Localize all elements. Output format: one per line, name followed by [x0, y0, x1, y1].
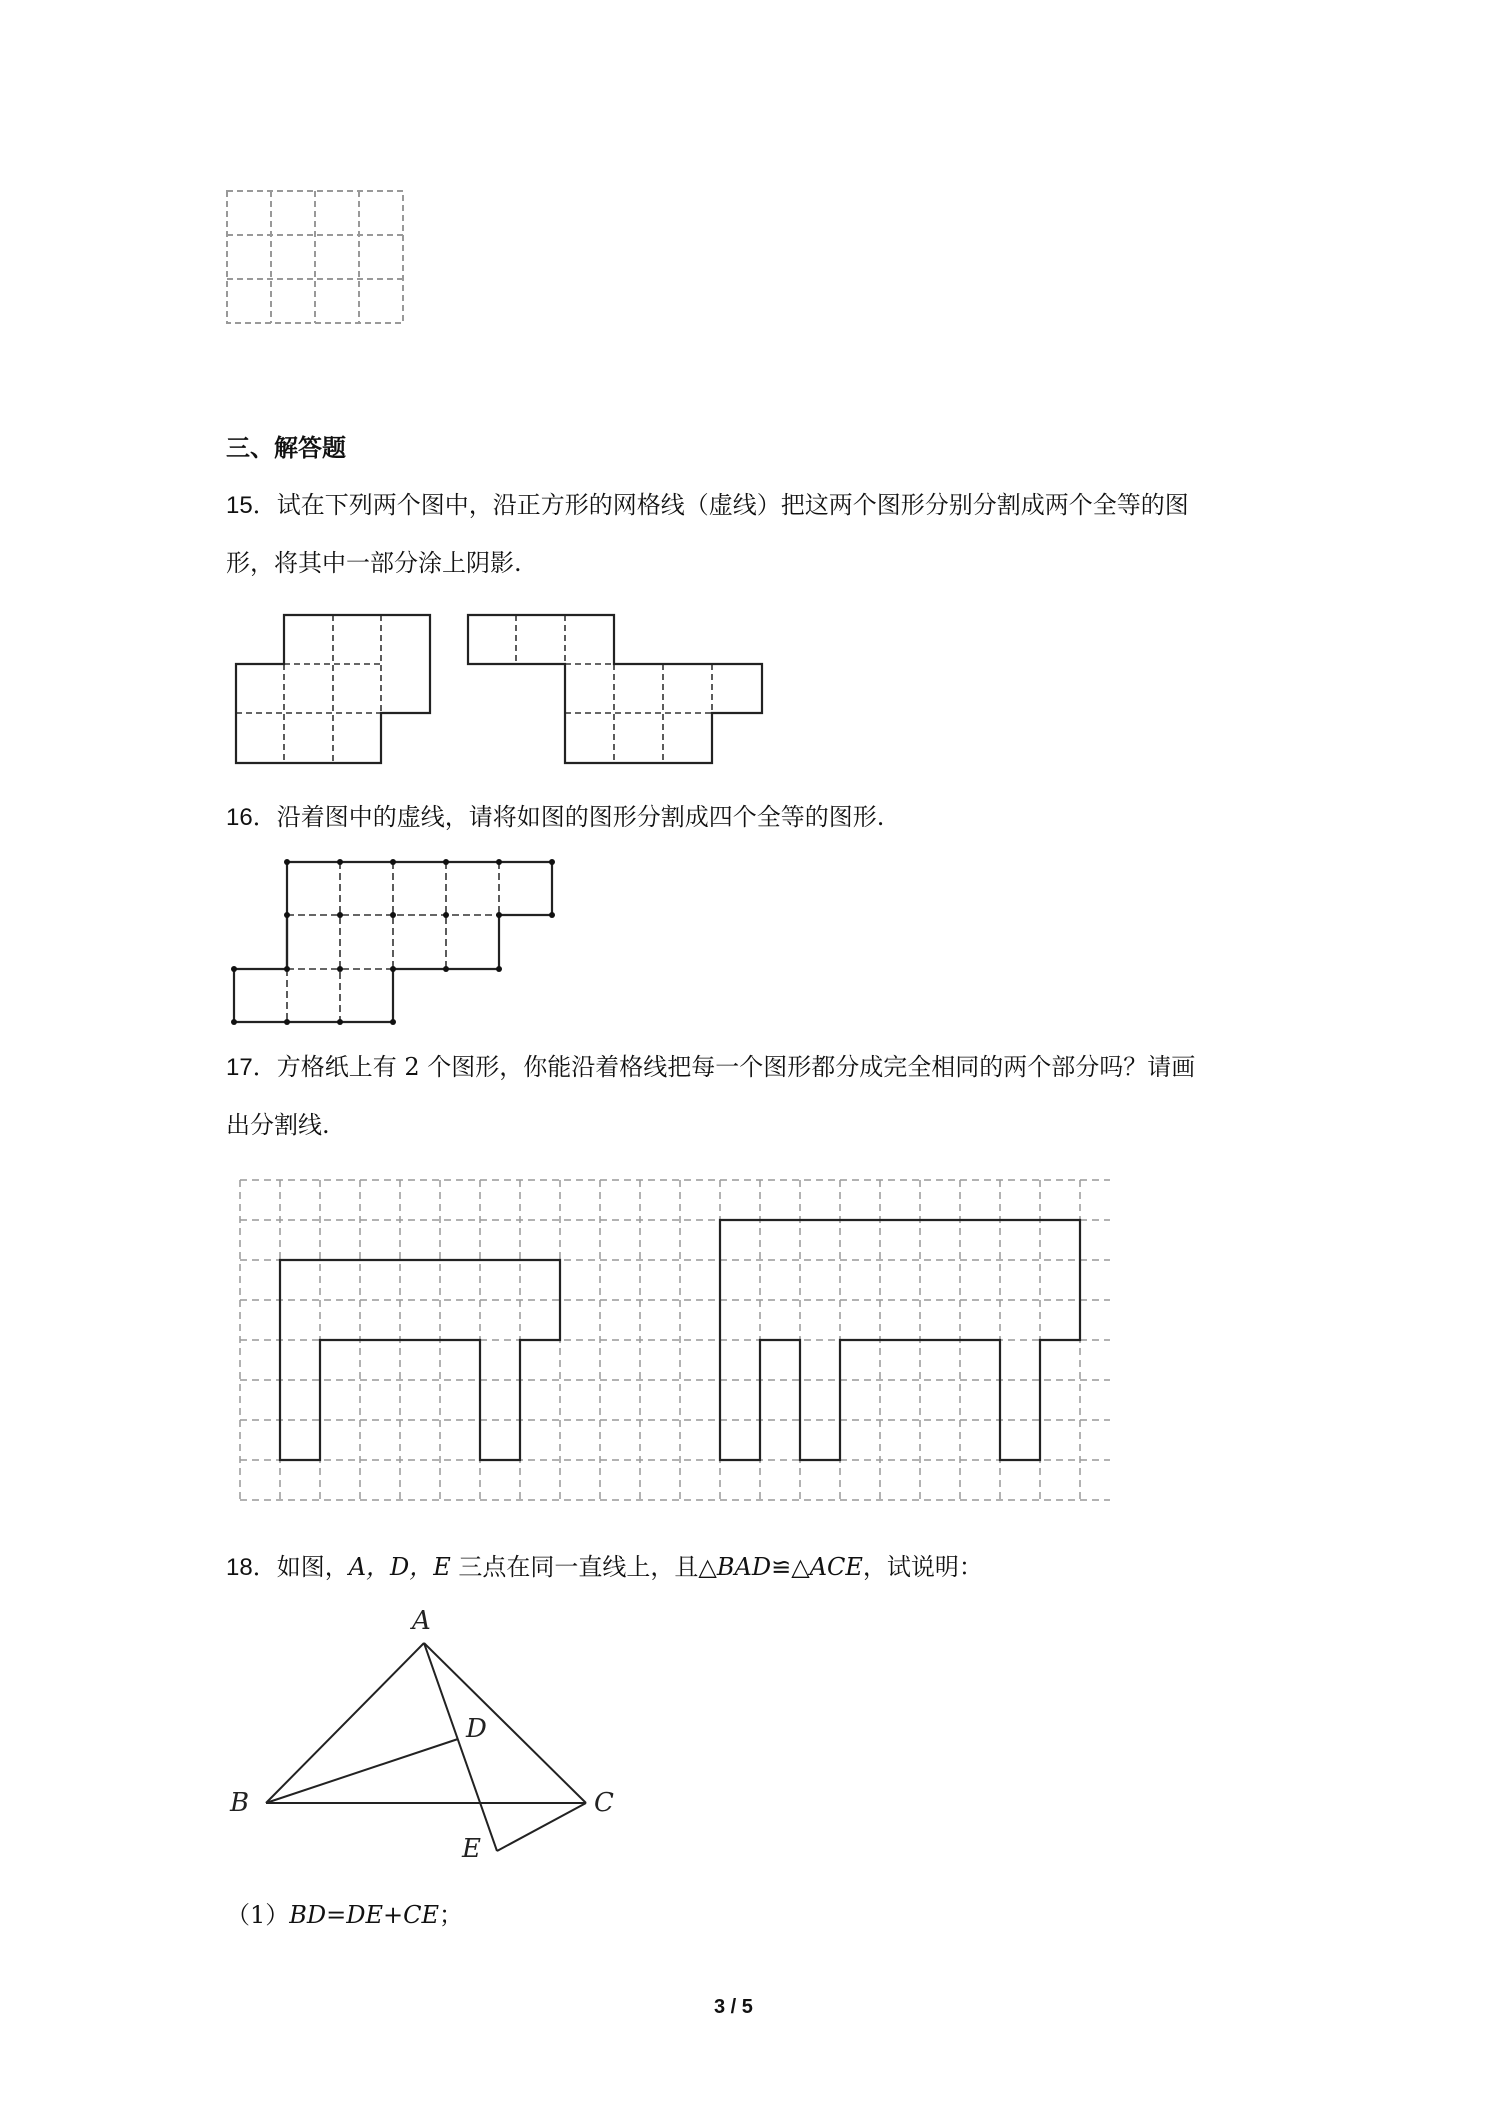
q17-text-line1: 方格纸上有 2 个图形，你能沿着格线把每一个图形都分成完全相同的两个部分吗？请画 — [276, 1053, 1196, 1081]
q16-figure — [234, 862, 564, 1032]
q15-line2: 形，将其中一部分涂上阴影. — [226, 549, 522, 577]
q18-text-a: 如图， — [276, 1553, 349, 1581]
label-E: E — [462, 1834, 481, 1864]
q18-text-points: A，D，E — [348, 1553, 451, 1581]
q15-number: 15． — [226, 492, 277, 519]
q18-sub1-number: （1） — [226, 1901, 290, 1929]
q18-sub1-expression: BD=DE+CE — [289, 1901, 440, 1929]
q15-figure-right — [468, 615, 768, 765]
q18-sub1 — [226, 1898, 463, 1932]
label-B: B — [230, 1788, 250, 1818]
q15-right-outline — [468, 615, 762, 763]
q15-text-line1: 试在下列两个图中，沿正方形的网格线（虚线）把这两个图形分别分割成两个全等的图 — [276, 491, 1189, 519]
page-number: 3 / 5 — [714, 1996, 753, 2018]
q18-triangle-bad: BAD — [716, 1553, 772, 1581]
q18-text-c: ≌△ — [771, 1553, 810, 1581]
q17-line2: 出分割线. — [226, 1111, 330, 1139]
label-D: D — [466, 1714, 487, 1744]
q17-line1 — [226, 1050, 1195, 1085]
top-dashed-grid — [226, 190, 406, 325]
q16-number: 16． — [226, 804, 277, 831]
label-C: C — [594, 1788, 614, 1818]
q16-line — [226, 800, 884, 835]
q15-figure-left — [236, 615, 436, 765]
q17-figure — [240, 1180, 1120, 1510]
q18-text-b: 三点在同一直线上，且△ — [450, 1553, 717, 1581]
q17-left-shape — [280, 1260, 560, 1460]
q18-sub1-end: ； — [439, 1901, 464, 1929]
q18-figure — [226, 1605, 646, 1865]
label-A: A — [412, 1606, 431, 1636]
q18-number: 18． — [226, 1554, 277, 1581]
q15-line1 — [226, 488, 1189, 523]
q17-number: 17． — [226, 1054, 277, 1081]
section-heading: 三、解答题 — [226, 434, 346, 462]
q18-triangle-ace: ACE — [809, 1553, 863, 1581]
q18-text-d: ，试说明： — [862, 1553, 983, 1581]
q16-text: 沿着图中的虚线，请将如图的图形分割成四个全等的图形. — [276, 803, 885, 831]
q18-line — [226, 1550, 983, 1585]
